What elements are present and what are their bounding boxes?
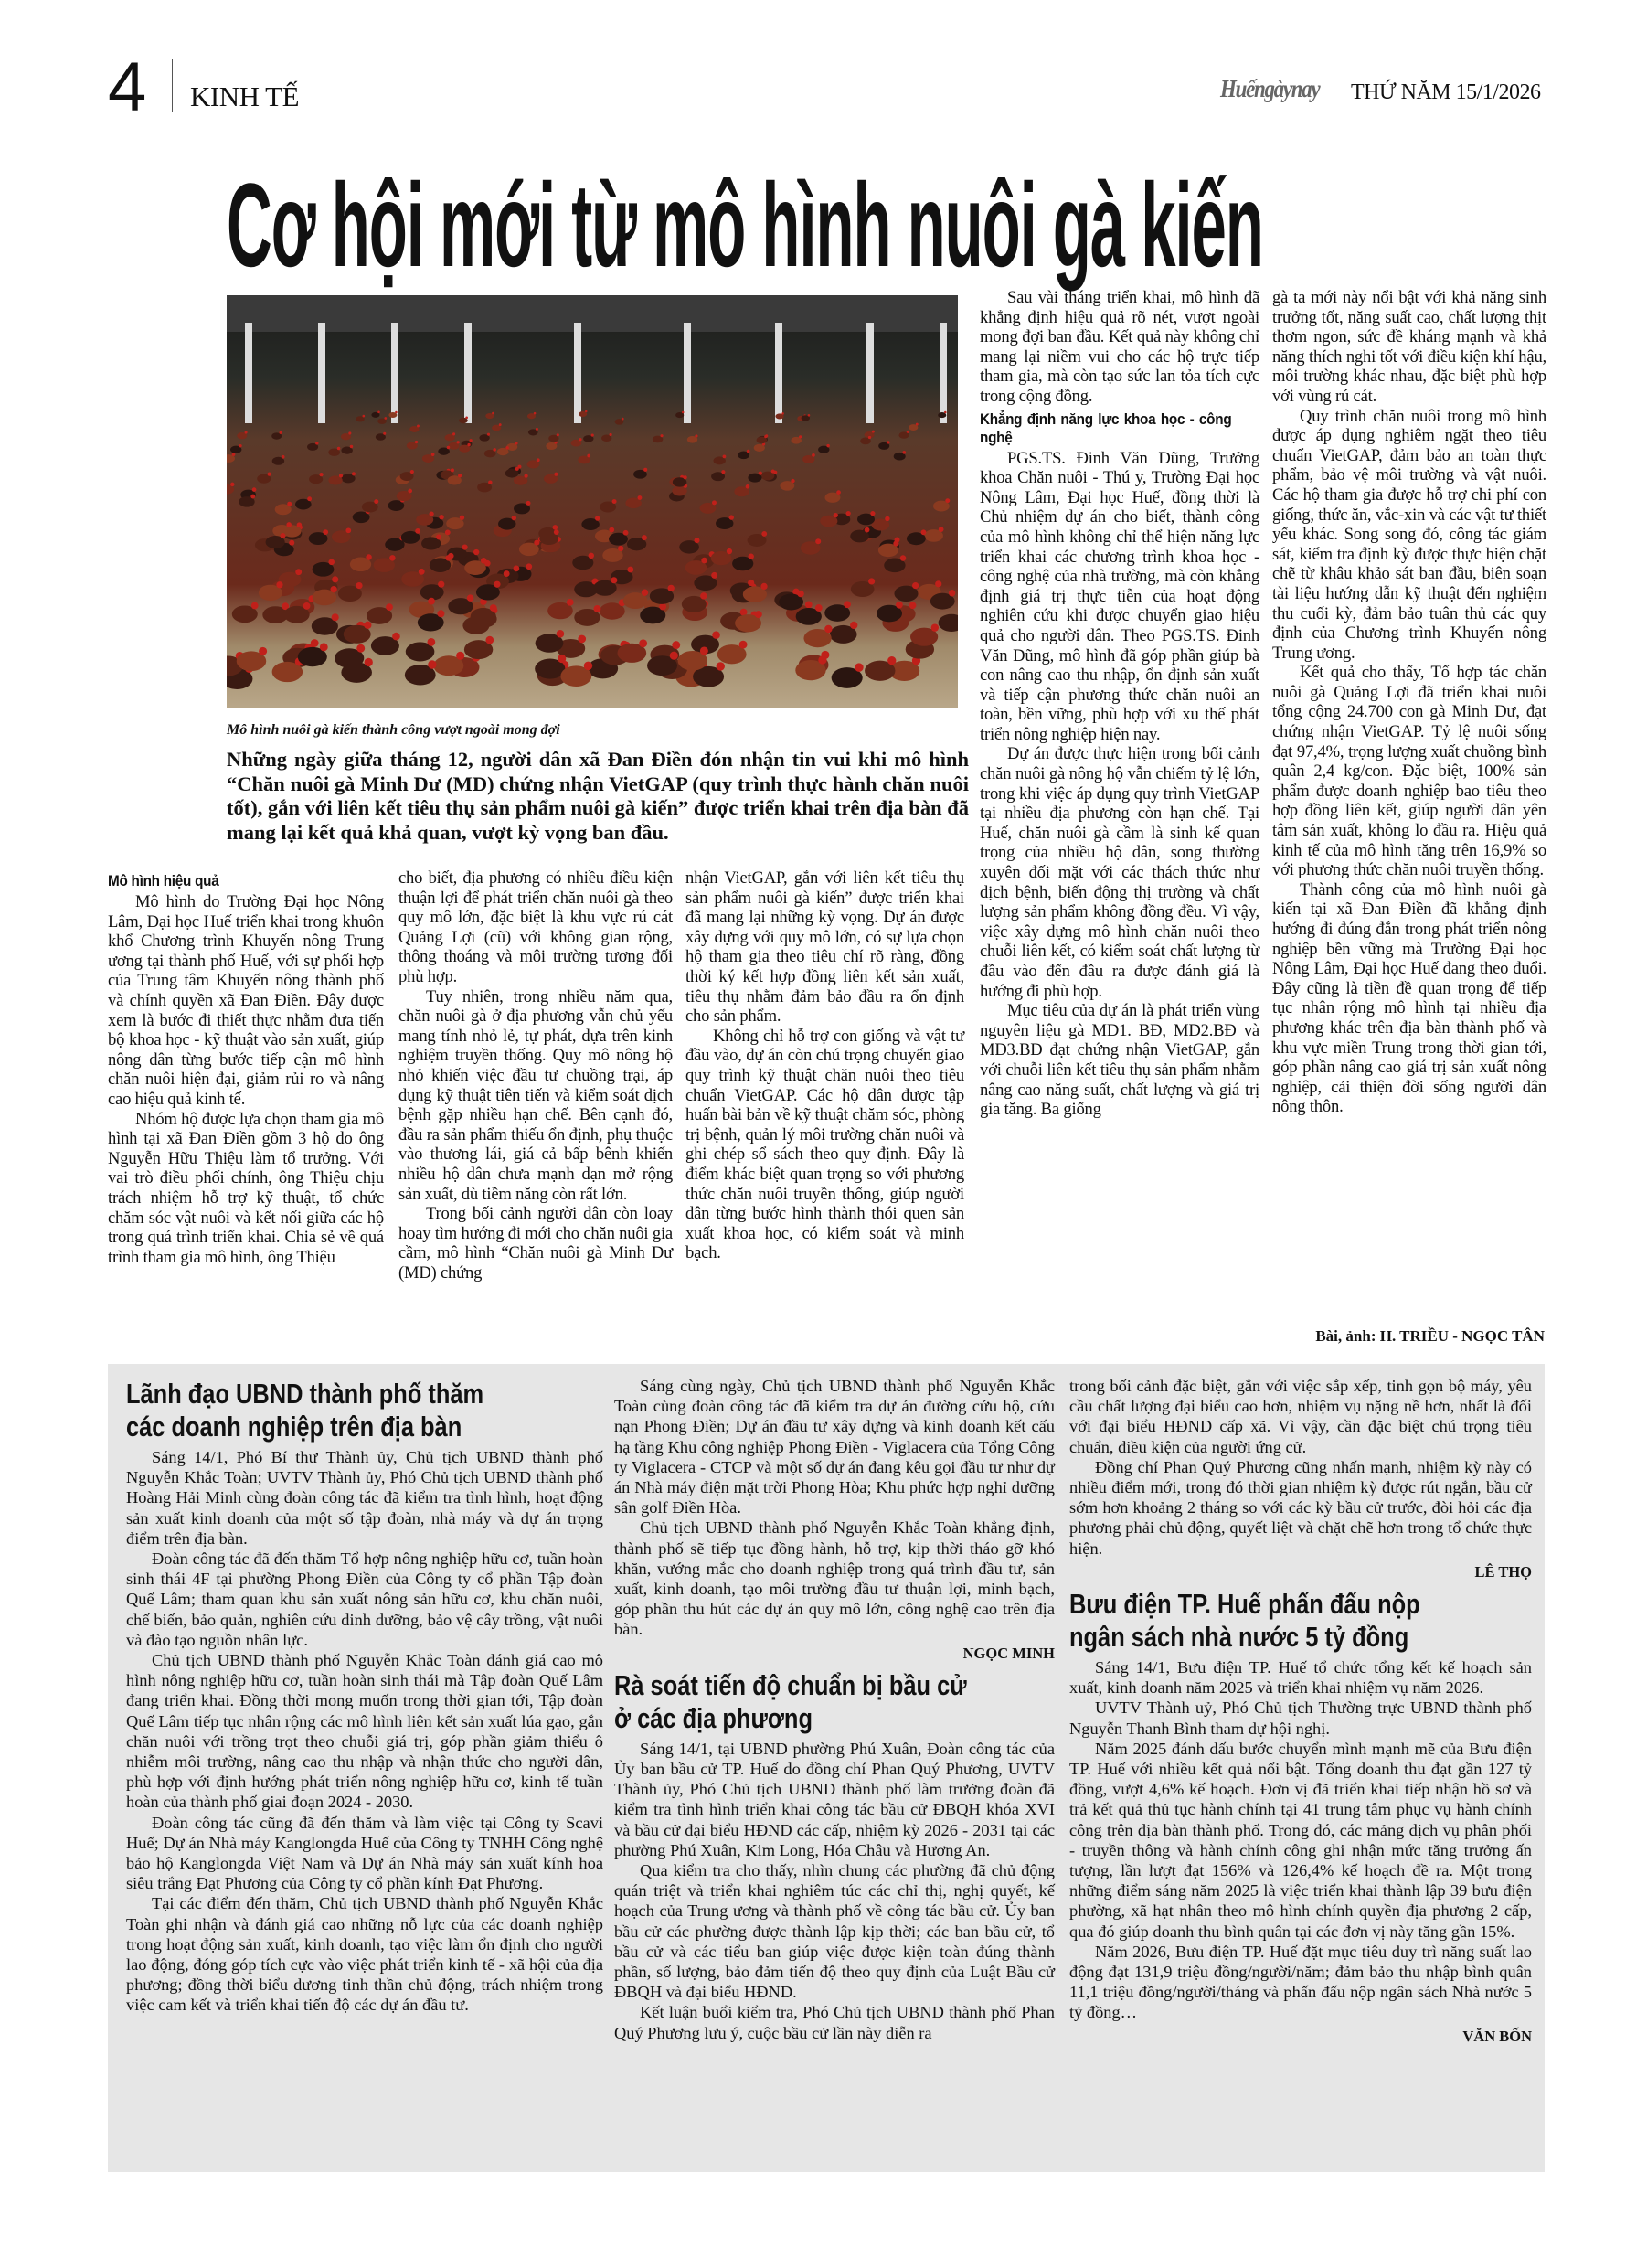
brief-column-3: [1069, 1376, 1532, 2052]
chicken-comb: [352, 472, 356, 475]
paragraph: Dự án được thực hiện trong bối cảnh chăn nuôi gà nông hộ vẫn chiếm tỷ lệ lớn, trong khi việc áp dụng quy trình VietGAP tại nhiều địa phương còn hạn chế. Tại Huế, chăn nuôi gà cầm là sinh kế quan trọng của nhiều hộ dân, song thường xuyên đối mặt với các thách thức như dịch bệnh, biến động thị trường và chất lượng sản phẩm không đồng đều. Vì vậy, việc xây dựng mô hình chăn nuôi theo chuỗi liên kết, có kiểm soát chất lượng từ đầu vào đến đầu ra được đánh giá là hướng đi phù hợp.: [980, 744, 1259, 1001]
article-column-1: [108, 868, 384, 1267]
subheading: Mô hình hiệu quả: [108, 872, 219, 889]
chicken-comb: [303, 602, 311, 610]
shed-pillar: [245, 323, 252, 423]
chicken-comb: [850, 622, 857, 629]
chicken-comb: [682, 411, 685, 414]
brief-byline: NGỌC MINH: [962, 1644, 1055, 1662]
chicken-comb: [916, 423, 919, 426]
chicken-comb: [499, 423, 502, 426]
chicken-comb: [826, 444, 829, 447]
chicken-comb: [764, 435, 767, 438]
chicken-comb: [739, 641, 748, 649]
chicken-comb: [643, 468, 647, 472]
article-byline: Bài, ảnh: H. TRIỀU - NGỌC TÂN: [1315, 1327, 1545, 1345]
chicken-comb: [251, 602, 259, 610]
chicken-comb: [638, 495, 643, 500]
chicken-comb: [526, 563, 532, 570]
paragraph: PGS.TS. Đinh Văn Dũng, Trưởng khoa Chăn nuôi - Thú y, Trường Đại học Nông Lâm, Đại học Huế, đồng thời là Chủ nhiệm dự án cho biết, thành công của mô hình không chỉ thể hiện năng lực triển khai các chương trình khoa học - công nghệ của nhà trường, mà còn khẳng định giá trị thực tiễn của hoạt động nghiên cứu khi được chuyển giao hiệu quả cho người dân. Theo PGS.TS. Đinh Văn Dũng, mô hình đã góp phần giúp bà con nâng cao thu nhập, ổn định sản xuất và tiếp cận phương thức chăn nuôi an toàn, bền vững, phù hợp với xu thế phát triển nông nghiệp hiện nay.: [980, 448, 1259, 744]
headline-line: Lãnh đạo UBND thành phố thăm: [126, 1378, 484, 1410]
photo-caption: Mô hình nuôi gà kiến thành công vượt ngoài mong đợi: [227, 722, 560, 738]
chicken-comb: [591, 434, 594, 437]
chicken-comb: [364, 622, 371, 629]
chicken-comb: [445, 555, 451, 560]
chicken-comb: [337, 447, 341, 451]
subheading: Khẳng định năng lực khoa học - công nghệ: [980, 410, 1232, 446]
chicken-comb: [366, 554, 371, 559]
chicken-comb: [557, 630, 565, 638]
chicken-farm-image: [227, 295, 958, 708]
article-lead: Những ngày giữa tháng 12, người dân xã Đan Điền đón nhận tin vui khi mô hình “Chăn nuôi gà Minh Dư (MD) chứng nhận VietGAP (quy trình thực hành chăn nuôi tốt), gắn với liên kết tiêu thụ sản phẩm nuôi gà kiến” được triển khai trên địa bàn đã mang lại kết quả khả quan, vượt kỳ vọng ban đầu.: [227, 748, 969, 844]
chicken-comb: [611, 577, 617, 583]
chicken-comb: [797, 591, 803, 597]
chicken-comb: [721, 470, 725, 474]
chicken-comb: [900, 555, 906, 560]
chicken-comb: [834, 513, 838, 517]
paragraph: Năm 2026, Bưu điện TP. Huế đặt mục tiêu duy trì năng suất lao động đạt 131,9 triệu đồng/người/năm; đảm bảo thu nhập bình quân 11,1 triệu đồng/người/tháng và phấn đấu nộp ngân sách Nhà nước 5 tỷ đồng…: [1069, 1942, 1532, 2022]
chicken-comb: [462, 545, 467, 550]
chicken-comb: [282, 455, 285, 459]
chicken-comb: [320, 643, 328, 651]
chicken-comb: [494, 581, 500, 588]
chicken-comb: [469, 439, 472, 442]
chicken-comb: [824, 625, 832, 633]
chicken-comb: [642, 589, 648, 595]
chicken-comb: [760, 583, 767, 590]
chicken-comb: [921, 529, 927, 535]
chicken-comb: [515, 467, 519, 471]
chicken-comb: [700, 646, 708, 655]
chicken-comb: [812, 453, 815, 457]
paragraph: Qua kiểm tra cho thấy, nhìn chung các phường đã chủ động quán triệt và triển khai nghiêm túc các chỉ thị, nghị quyết, kế hoạch của Trung ương và thành phố về công tác bầu cử. Ủy ban bầu cử các phường được thành lập kịp thời; các ban bầu cử, tổ bầu cử và các tiểu ban giúp việc được kiện toàn đúng thành phần, số lượng, bảo đảm tiến độ theo quy định của Luật Bầu cử ĐBQH và đại biểu HĐND.: [614, 1861, 1055, 2002]
chicken-comb: [670, 652, 678, 660]
chicken-comb: [717, 662, 725, 670]
chicken-comb: [660, 434, 663, 437]
headline-line: Rà soát tiến độ chuẩn bị bầu cử: [614, 1668, 967, 1701]
chicken-comb: [729, 515, 734, 519]
brief-headline: [126, 1378, 517, 1443]
chicken-comb: [939, 527, 944, 532]
chicken-comb: [526, 501, 531, 506]
chicken-comb: [431, 453, 435, 456]
chicken-comb: [332, 613, 339, 621]
chicken-comb: [695, 434, 697, 437]
shed-pillar: [574, 323, 581, 423]
chicken-comb: [700, 592, 707, 600]
paragraph: trong bối cảnh đặc biệt, gắn với việc sắp xếp, tinh gọn bộ máy, yêu cầu chất lượng đại biểu cao hơn, nhiệm vụ nặng nề hơn, nhất là đối với đại biểu HĐND cấp xã. Vì vậy, cần đặc biệt chú trọng tiêu chuẩn, điều kiện của người ứng cử.: [1069, 1377, 1532, 1456]
shed-pillar: [940, 323, 947, 423]
chicken-comb: [844, 601, 851, 608]
paragraph: Sáng cùng ngày, Chủ tịch UBND thành phố Nguyễn Khắc Toàn cùng đoàn công tác đã kiểm tra dự án đường cứu hộ, cứu nạn Phong Điền; Dự án đầu tư xây dựng và kinh doanh kết cấu hạ tầng Khu công nghiệp Phong Điền - Viglacera của Tổng Công ty Viglacera - CTCP và một số dự án đang kêu gọi đầu tư như dự án Nhà máy điện mặt trời Phong Hòa; Khu phức hợp nghỉ dưỡng sân golf Điền Hòa.: [614, 1377, 1055, 1517]
paragraph: Nhóm hộ được lựa chọn tham gia mô hình tại xã Đan Điền gồm 3 hộ do ông Nguyễn Hữu Thiệu làm tổ trưởng. Với vai trò điều phối chính, ông Thiệu chịu trách nhiệm hỗ trợ kỹ thuật, tổ chức chăm sóc vật nuôi và kết nối giữa các hộ trong quá trình triển khai. Chia sẻ về quá trình tham gia mô hình, ông Thiệu: [108, 1109, 384, 1267]
brief-headline: [614, 1669, 975, 1735]
chicken-comb: [356, 582, 362, 589]
chicken-comb: [683, 475, 686, 479]
chicken-comb: [805, 601, 813, 608]
chicken-comb: [447, 446, 450, 449]
chicken-comb: [536, 428, 538, 431]
chicken-comb: [259, 647, 267, 655]
chicken-comb: [609, 527, 614, 533]
chicken-comb: [567, 599, 574, 606]
paragraph: Sau vài tháng triển khai, mô hình đã khẳng định hiệu quả rõ nét, vượt ngoài mong đợi ban đầu. Kết quả này không chỉ mang lại niềm vui cho các hộ trực tiếp tham gia, mà còn tạo sức lan tỏa tích cực trong cộng đồng.: [980, 288, 1259, 406]
chicken-comb: [408, 489, 412, 494]
chicken-comb: [711, 572, 717, 579]
chicken-comb: [799, 435, 802, 438]
chicken-comb: [748, 580, 754, 586]
chicken-comb: [328, 559, 335, 566]
headline-line: ngân sách nhà nước 5 tỷ đồng: [1069, 1621, 1409, 1654]
chicken-comb: [584, 662, 592, 670]
chicken-comb: [949, 590, 955, 596]
chicken-comb: [427, 638, 435, 646]
chicken-comb: [558, 655, 566, 663]
chicken-comb: [723, 455, 727, 459]
chicken-comb: [712, 500, 717, 505]
chicken-comb: [465, 416, 468, 419]
chicken-comb: [815, 604, 823, 612]
chicken-comb: [439, 515, 443, 519]
chicken-comb: [554, 529, 559, 535]
chicken-comb: [885, 516, 889, 521]
chicken-comb: [374, 499, 378, 504]
paragraph: Đồng chí Phan Quý Phương cũng nhấn mạnh, nhiệm kỳ này có nhiều điểm mới, trong đó thời gian nhiệm kỳ được rút ngắn, bầu cử sớm hơn khoảng 2 tháng so với các kỳ bầu cử trước, đòi hỏi các địa phương phải chủ động, quyết liệt và chặt chẽ hơn trong tổ chức thực hiện.: [1069, 1457, 1532, 1558]
chicken-comb: [553, 525, 558, 530]
chicken-comb: [467, 594, 474, 602]
chicken-comb: [415, 528, 420, 534]
chicken-comb: [808, 414, 811, 417]
paragraph: cho biết, địa phương có nhiều điều kiện thuận lợi để phát triển chăn nuôi gà theo quy mô lớn, đặc biệt là khu vực rú cát Quảng Lợi (cũ) với không gian rộng, thông thoáng và môi trường tương đối phù hợp.: [398, 868, 673, 986]
chicken-comb: [493, 448, 496, 452]
chicken-comb: [815, 538, 821, 544]
chicken-comb: [392, 633, 400, 641]
chicken-comb: [345, 527, 351, 533]
chicken-comb: [252, 487, 257, 492]
chicken-comb: [618, 546, 623, 551]
chicken-comb: [365, 658, 373, 666]
chicken-comb: [749, 554, 754, 559]
chicken-comb: [332, 576, 338, 582]
chicken-comb: [410, 470, 414, 474]
chicken-comb: [909, 602, 917, 609]
chicken-comb: [451, 468, 454, 472]
chicken-comb: [623, 530, 629, 536]
chicken-comb: [377, 411, 380, 414]
chicken-comb: [595, 516, 600, 520]
article-photo-chickens: [227, 295, 958, 708]
chicken-comb: [887, 441, 889, 443]
chicken-comb: [384, 417, 387, 420]
brief-column-1: [126, 1376, 603, 2016]
chicken-comb: [452, 432, 455, 435]
chicken-comb: [415, 441, 418, 443]
chicken-comb: [297, 522, 303, 527]
chicken-comb: [668, 585, 675, 591]
chicken-comb: [287, 502, 292, 506]
chicken-comb: [515, 442, 517, 444]
chicken-comb: [534, 412, 537, 415]
chicken-comb: [485, 636, 494, 644]
chicken-comb: [239, 444, 241, 447]
chicken-comb: [295, 569, 302, 575]
chicken-comb: [659, 603, 666, 611]
chicken-comb: [896, 602, 903, 609]
section-name: KINH TẾ: [190, 80, 300, 112]
chicken-comb: [907, 431, 909, 433]
chicken-comb: [487, 433, 490, 436]
chicken-comb: [944, 411, 947, 414]
chicken-comb: [457, 441, 460, 443]
chicken-comb: [902, 451, 906, 454]
chicken-comb: [912, 582, 919, 589]
shed-pillar: [866, 323, 874, 423]
headline-line: các doanh nghiệp trên địa bàn: [126, 1411, 462, 1443]
chicken-comb: [935, 580, 941, 587]
chicken-comb: [868, 578, 875, 584]
brief-headline: [1069, 1588, 1449, 1654]
chicken-comb: [330, 586, 336, 592]
paragraph: Tuy nhiên, trong nhiều năm qua, chăn nuôi gà ở địa phương vẫn chủ yếu mang tính nhỏ lẻ, tự phát, dựa trên kinh nghiệm truyền thống. Quy mô nông hộ nhỏ khiến việc đầu tư chuồng trại, áp dụng kỹ thuật tiên tiến và kiểm soát dịch bệnh gặp nhiều hạn chế. Bên cạnh đó, đầu ra sản phẩm thiếu ổn định, phụ thuộc vào thương lái, giá cả bấp bênh khiến nhiều hộ dân chưa mạnh dạn mở rộng sản xuất, dù tiềm năng còn rất lớn.: [398, 986, 673, 1204]
chicken-comb: [578, 635, 586, 644]
chicken-comb: [855, 663, 863, 671]
chicken-comb: [639, 639, 647, 647]
chicken-comb: [429, 511, 433, 516]
chicken-comb: [746, 484, 750, 489]
chicken-comb: [488, 481, 492, 484]
chicken-comb: [554, 473, 558, 476]
chicken-comb: [931, 623, 939, 631]
chicken-comb: [356, 644, 365, 653]
paragraph: nhận VietGAP, gắn với liên kết tiêu thụ sản phẩm nuôi gà kiến” được triển khai đã mang lại những kỳ vọng. Dự án được xây dựng với quy mô lớn, có sự lựa chọn hộ tham gia theo tiêu chí rõ ràng, đồng thời ký kết hợp đồng liên kết sản xuất, tiêu thụ nhằm đảm bảo đầu ra ổn định cho sản phẩm.: [685, 868, 964, 1027]
chicken-comb: [524, 474, 527, 477]
article-column-4: [980, 288, 1259, 1120]
chicken-comb: [419, 569, 425, 575]
chicken-comb: [610, 433, 612, 436]
page-number: 4: [108, 48, 147, 126]
chicken-comb: [350, 445, 353, 448]
chicken-comb: [594, 605, 601, 612]
chicken-comb: [286, 522, 292, 527]
paragraph: Kết luận buổi kiểm tra, Phó Chủ tịch UBND thành phố Phan Quý Phương lưu ý, cuộc bầu cử lần này diễn ra: [614, 2003, 1055, 2042]
paragraph: UVTV Thành uỷ, Phó Chủ tịch Thường trực UBND thành phố Nguyễn Thanh Bình tham dự hội nghị.: [1069, 1698, 1532, 1738]
chicken-comb: [771, 469, 775, 473]
chicken-comb: [289, 540, 294, 546]
chicken-comb: [323, 529, 328, 535]
chicken-comb: [319, 473, 323, 476]
chicken-comb: [747, 450, 750, 453]
shed-pillar: [391, 323, 398, 423]
chicken-comb: [245, 431, 248, 433]
chicken-comb: [818, 655, 826, 664]
paragraph: Năm 2025 đánh dấu bước chuyển mình mạnh mẽ của Bưu điện TP. Huế với nhiều kết quả nổi bật. Tổng doanh thu đạt gần 127 tỷ đồng, vượt 4,6% kế hoạch. Đơn vị đã triển khai tiếp nhận hồ sơ và trả kết quả thủ tục hành chính tại 41 trung tâm phục vụ hành chính công trên địa bàn thành phố. Trong đó, các mảng dịch vụ phân phối - truyền thông và hành chính công ghi nhận mức tăng trưởng ấn tượng, lần lượt đạt 156% và 126,4% kế hoạch đề ra. Một trong những điểm sáng năm 2025 là việc triển khai thành lập 39 bưu điện phường, xã hạt nhân theo mô hình chính quyền địa phương 2 cấp, qua đó giúp doanh thu bình quân tại các đơn vị này tăng gần 15%.: [1069, 1739, 1532, 1941]
chicken-comb: [436, 534, 441, 539]
paragraph: gà ta mới này nổi bật với khả năng sinh trưởng tốt, năng suất cao, chất lượng thịt thơm ngon, sức đề kháng mạnh và khả năng thích nghi tốt với điều kiện khí hậu, môi trường khác nhau, đặc biệt phù hợp với vùng rú cát.: [1272, 288, 1546, 406]
paragraph: Đoàn công tác cũng đã đến thăm và làm việc tại Công ty Scavi Huế; Dự án Nhà máy Kanglongda Huế của Công ty TNHH Công nghệ bảo hộ Kanglongda Việt Nam và Dự án Nhà máy sản xuất kính hoa siêu trắng Đạt Phương của Công ty cổ phần kính Đạt Phương.: [126, 1813, 603, 1893]
chicken-comb: [280, 533, 285, 538]
chicken-comb: [513, 565, 519, 571]
chicken-comb: [945, 498, 950, 503]
article-column-3: [685, 868, 964, 1263]
article-column-2: [398, 868, 673, 1283]
chicken-comb: [759, 472, 762, 475]
chicken-comb: [589, 553, 594, 559]
chicken-comb: [490, 604, 497, 612]
chicken-comb: [467, 443, 470, 446]
chicken-comb: [383, 432, 386, 435]
chicken-comb: [268, 473, 271, 476]
chicken-comb: [276, 581, 282, 588]
header-divider: [172, 59, 173, 112]
paragraph: Chủ tịch UBND thành phố Nguyễn Khắc Toàn đánh giá cao mô hình nông nghiệp hữu cơ, tuần hoàn sinh thái mà Tập đoàn Quế Lâm đang triển khai. Đồng thời mong muốn trong thời gian tới, Tập đoàn Quế Lâm tiếp tục nhân rộng các mô hình liên kết sản xuất lúa gạo, gắn chăn nuôi với trồng trọt theo chuỗi giá trị, góp phần giảm thiểu ô nhiễm môi trường, nâng cao thu nhập và nhận thức cho người dân, phù hợp với định hướng phát triển nông nghiệp hữu cơ, kinh tế tuần hoàn của thành phố giai đoạn 2024 - 2030.: [126, 1651, 603, 1812]
chicken-comb: [481, 558, 487, 564]
chicken-comb: [339, 474, 343, 477]
paragraph: Tại các điểm đến thăm, Chủ tịch UBND thành phố Nguyễn Khắc Toàn ghi nhận và đánh giá cao những nỗ lực của các doanh nghiệp trong hoạt động sản xuất, kinh doanh, tạo việc làm ổn định cho người lao động, đóng góp tích cực vào việc phát triển kinh tế - xã hội của địa phương; đồng thời biểu dương tinh thần chủ động, trách nhiệm trong việc cam kết và triển khai tiến độ các dự án đầu tư.: [126, 1894, 603, 2015]
paragraph: Sáng 14/1, tại UBND phường Phú Xuân, Đoàn công tác của Ủy ban bầu cử TP. Huế do đồng chí Phan Quý Phương, UVTV Thành ủy, Phó Chủ tịch UBND thành phố làm trưởng đoàn đã kiểm tra tình hình triển khai công tác bầu cử ĐBQH khóa XVI và bầu cử đại biểu HĐND các cấp, nhiệm kỳ 2026 - 2031 tại các phường Phú Xuân, Kim Long, Hóa Châu và Hương An.: [614, 1739, 1055, 1859]
chicken-comb: [872, 431, 875, 433]
chicken-comb: [846, 511, 851, 516]
chicken-comb: [279, 431, 282, 434]
chicken-comb: [428, 660, 436, 668]
chicken-comb: [307, 496, 312, 501]
chicken-comb: [348, 431, 351, 434]
chicken-comb: [836, 490, 841, 495]
shed-pillar: [775, 323, 782, 423]
chicken-comb: [712, 631, 720, 639]
chicken-comb: [363, 415, 366, 418]
chicken-comb: [458, 474, 462, 477]
brief-byline: VĂN BỐN: [1462, 2027, 1532, 2045]
chicken-comb: [781, 412, 784, 415]
chicken-comb: [473, 549, 479, 555]
chicken-comb: [887, 656, 896, 665]
issue-date: THỨ NĂM 15/1/2026: [1351, 80, 1541, 104]
chicken-comb: [492, 412, 494, 415]
chicken-comb: [870, 511, 875, 516]
chicken-comb: [389, 555, 395, 560]
headline-line: Bưu điện TP. Huế phấn đấu nộp: [1069, 1588, 1420, 1621]
chicken-comb: [438, 581, 444, 588]
chicken-comb: [622, 418, 624, 421]
brief-byline: LÊ THỌ: [1474, 1562, 1532, 1581]
chicken-comb: [537, 458, 540, 462]
article-headline: Cơ hội mới từ mô hình nuôi gà kiến: [227, 158, 1263, 292]
chicken-comb: [557, 433, 559, 436]
paragraph: Sáng 14/1, Bưu điện TP. Huế tổ chức tổng kết kế hoạch sản xuất, kinh doanh năm 2025 và triển khai nhiệm vụ năm 2026.: [1069, 1658, 1532, 1698]
chicken-comb: [250, 495, 255, 499]
chicken-comb: [417, 425, 420, 428]
paragraph: Thành công của mô hình nuôi gà kiến tại xã Đan Điền đã khẳng định hướng đi đúng đắn trong phát triển nông nghiệp bền vững mà Trường Đại học Nông Lâm, Đại học Huế đang theo đuổi. Đây cũng là tiền đề quan trọng để tiếp tục nhân rộng mô hình tại nhiều địa phương khác trên địa bàn thành phố và khu vực miền Trung trong thời gian tới, góp phần nâng cao giá trị sản xuất nông nghiệp, cải thiện đời sống người dân nông thôn.: [1272, 879, 1546, 1117]
chicken-comb: [504, 570, 510, 577]
chicken-comb: [761, 531, 767, 537]
headline-container: [227, 158, 1415, 292]
chicken-comb: [893, 541, 898, 547]
chicken-comb: [727, 548, 732, 554]
chicken-comb: [755, 611, 762, 618]
shed-pillar: [684, 323, 691, 423]
chicken-comb: [642, 535, 647, 540]
chicken-comb: [627, 567, 633, 573]
paragraph: Không chỉ hỗ trợ con giống và vật tư đầu vào, dự án còn chú trọng chuyển giao quy trình kỹ thuật chăn nuôi theo tiêu chuẩn VietGAP. Các hộ dân được tập huấn bài bản về kỹ thuật chăm sóc, phòng trị bệnh, quản lý môi trường chăn nuôi và ghi chép sổ sách theo quy định. Đây là điểm khác biệt quan trọng so với phương thức chăn nuôi truyền thống, giúp người dân từng bước hình thành thói quen sản xuất khoa học, có kiểm soát và minh bạch.: [685, 1026, 964, 1263]
paragraph: Mô hình do Trường Đại học Nông Lâm, Đại học Huế triển khai trong khuôn khổ Chương trình Khuyến nông Trung ương tại thành phố Huế, với sự phối hợp của Trung tâm Khuyến nông thành phố và chính quyền xã Đan Điền. Đây được xem là bước đi thiết thực nhằm đưa tiến bộ khoa học - kỹ thuật vào sản xuất, giúp nông dân từng bước tiếp cận mô hình chăn nuôi hiện đại, giảm rủi ro và nâng cao hiệu quả kinh tế.: [108, 892, 384, 1109]
chicken-comb: [460, 515, 464, 519]
chicken-comb: [230, 483, 234, 486]
headline-line: ở các địa phương: [614, 1701, 813, 1734]
chicken-comb: [445, 530, 451, 536]
chicken-comb: [694, 538, 699, 543]
chicken-comb: [865, 527, 870, 533]
chicken-comb: [579, 438, 581, 441]
chicken-comb: [791, 479, 794, 483]
paragraph: Đoàn công tác đã đến thăm Tổ hợp nông nghiệp hữu cơ, tuần hoàn sinh thái 4F tại phường Phong Điền của Công ty cổ phần Tập đoàn Quế Lâm; tham quan khu sản xuất nông sản hữu cơ, khu chăn nuôi, chế biến, bảo quản, nghiên cứu dinh dưỡng, bảo vệ cây trồng, vật nuôi và đào tạo nguồn nhân lực.: [126, 1549, 603, 1649]
chicken-comb: [386, 603, 393, 611]
chicken-comb: [395, 411, 398, 414]
chicken-comb: [587, 454, 590, 458]
paragraph: Chủ tịch UBND thành phố Nguyễn Khắc Toàn khẳng định, thành phố sẽ tiếp tục đồng hành, hỗ trợ, kịp thời tháo gỡ khó khăn, vướng mắc cho doanh nghiệp trong quá trình đầu tư, sản xuất, kinh doanh, tạo môi trường đầu tư thuận lợi, minh bạch, góp phần thu hút các dự án quy mô lớn, công nghệ cao trên địa bàn.: [614, 1518, 1055, 1639]
chicken-comb: [701, 558, 707, 564]
chicken-comb: [868, 436, 871, 439]
chicken-comb: [512, 516, 516, 520]
article-column-5: [1272, 288, 1546, 1117]
shed-pillar: [464, 323, 472, 423]
chicken-comb: [585, 410, 588, 413]
paragraph: Trong bối cảnh người dân còn loay hoay tìm hướng đi mới cho chăn nuôi gia cầm, mô hình “Chăn nuôi gà Minh Dư (MD) chứng: [398, 1204, 673, 1283]
chicken-comb: [612, 499, 617, 504]
chicken-comb: [437, 610, 444, 617]
chicken-comb: [672, 641, 680, 649]
chicken-comb: [428, 598, 435, 605]
paragraph: Sáng 14/1, Phó Bí thư Thành ủy, Chủ tịch UBND thành phố Nguyễn Khắc Toàn; UVTV Thành ủy, Phó Chủ tịch UBND thành phố Hoàng Hải Minh cùng đoàn công tác đã kiểm tra tình hình, hoạt động sản xuất kinh doanh của một số tập đoàn, nhà máy và dự án trọng điểm trên địa bàn.: [126, 1448, 603, 1548]
shed-pillar: [318, 323, 325, 423]
chicken-comb: [534, 540, 539, 546]
chicken-comb: [456, 652, 464, 660]
paragraph: Mục tiêu của dự án là phát triển vùng nguyên liệu gà MD1. BĐ, MD2.BĐ và MD3.BĐ đạt chứng nhận VietGAP, gắn với chuỗi liên kết tiêu thụ sản phẩm nhằm nâng cao năng suất, chất lượng và giá trị gia tăng. Ba giống: [980, 1001, 1259, 1120]
chicken-comb: [505, 446, 508, 449]
newspaper-logo: Huếngàynay: [1220, 75, 1320, 102]
paragraph: Quy trình chăn nuôi trong mô hình được áp dụng nghiêm ngặt theo tiêu chuẩn VietGAP, đảm bảo an toàn thực phẩm, bảo vệ môi trường và vật nuôi. Các hộ tham gia được hỗ trợ chi phí con giống, thức ăn, vắc-xin và các vật tư thiết yếu khác. Song song đó, công tác giám sát, kiểm tra định kỳ được thực hiện chặt chẽ từ khâu khảo sát ban đầu, biên soạn tài liệu hướng dẫn kỹ thuật đến nghiệm thu cuối kỳ, đảm bảo tuân thủ các quy định của Chương trình Khuyến nông Trung ương.: [1272, 406, 1546, 663]
paragraph: Kết quả cho thấy, Tổ hợp tác chăn nuôi gà Quảng Lợi đã triển khai nuôi tổng cộng 24.700 con gà Minh Dư, đạt chứng nhận VietGAP. Tỷ lệ nuôi sống đạt 97,4%, trọng lượng xuất chuồng bình quân 2,4 kg/con. Đặc biệt, 100% sản phẩm được doanh nghiệp bao tiêu theo hợp đồng liên kết, giúp người dân yên tâm sản xuất, không lo đầu ra. Hiệu quả kinh tế của mô hình tăng trên 16,9% so với phương thức chăn nuôi truyền thống.: [1272, 663, 1546, 880]
brief-column-2: [614, 1376, 1055, 2043]
chicken-comb: [315, 442, 318, 444]
